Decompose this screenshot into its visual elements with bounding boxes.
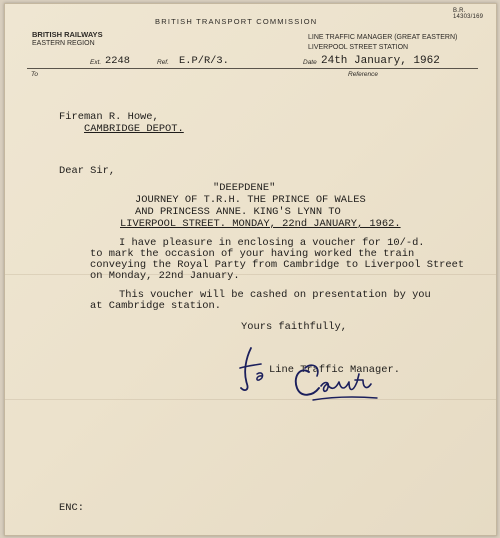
office-title: LINE TRAFFIC MANAGER (GREAT EASTERN) (308, 34, 458, 41)
subject-locomotive: "DEEPDENE" (213, 182, 276, 194)
org-name: BRITISH RAILWAYS (32, 30, 103, 39)
org-region: EASTERN REGION (32, 40, 95, 47)
subject-line: AND PRINCESS ANNE. KING'S LYNN TO (135, 206, 341, 218)
salutation: Dear Sir, (59, 165, 116, 177)
body-line: at Cambridge station. (90, 300, 221, 312)
date-value: 24th January, 1962 (321, 55, 440, 67)
ref-label: Ref. (157, 59, 169, 66)
addressee-depot: CAMBRIDGE DEPOT. (84, 123, 184, 135)
letter-sheet (4, 3, 497, 536)
office-station: LIVERPOOL STREET STATION (308, 44, 409, 51)
paper-fold (5, 399, 496, 400)
handwritten-per-mark (237, 344, 267, 394)
enclosure-label: ENC: (59, 502, 84, 514)
body-line: on Monday, 22nd January. (90, 270, 240, 282)
letterhead-rule (27, 68, 478, 69)
subject-line: JOURNEY OF T.R.H. THE PRINCE OF WALES (135, 194, 366, 206)
paper-fold (5, 274, 496, 275)
body-line: conveying the Royal Party from Cambridge to Liverpool Street (90, 259, 465, 271)
date-label: Date (303, 59, 317, 66)
body-line: to mark the occasion of your having worked the train (90, 248, 415, 260)
ref-value: E.P/R/3. (179, 55, 229, 67)
commission-title: BRITISH TRANSPORT COMMISSION (155, 17, 318, 26)
signature (291, 360, 391, 410)
reference-label: Reference (348, 71, 378, 78)
signer-title: Line Traffic Manager. (269, 364, 400, 376)
ext-value: 2248 (105, 55, 130, 67)
valediction: Yours faithfully, (241, 321, 348, 333)
body-line: I have pleasure in enclosing a voucher for 10/-d. (119, 237, 425, 249)
to-label: To (31, 71, 38, 78)
form-code: B.R. 14303/169 (453, 8, 484, 20)
addressee-name: Fireman R. Howe, (59, 111, 159, 123)
subject-line: LIVERPOOL STREET. MONDAY, 22nd JANUARY, 1962. (120, 218, 401, 230)
body-line: This voucher will be cashed on presentation by you (119, 289, 431, 301)
ext-label: Ext. (90, 59, 102, 66)
